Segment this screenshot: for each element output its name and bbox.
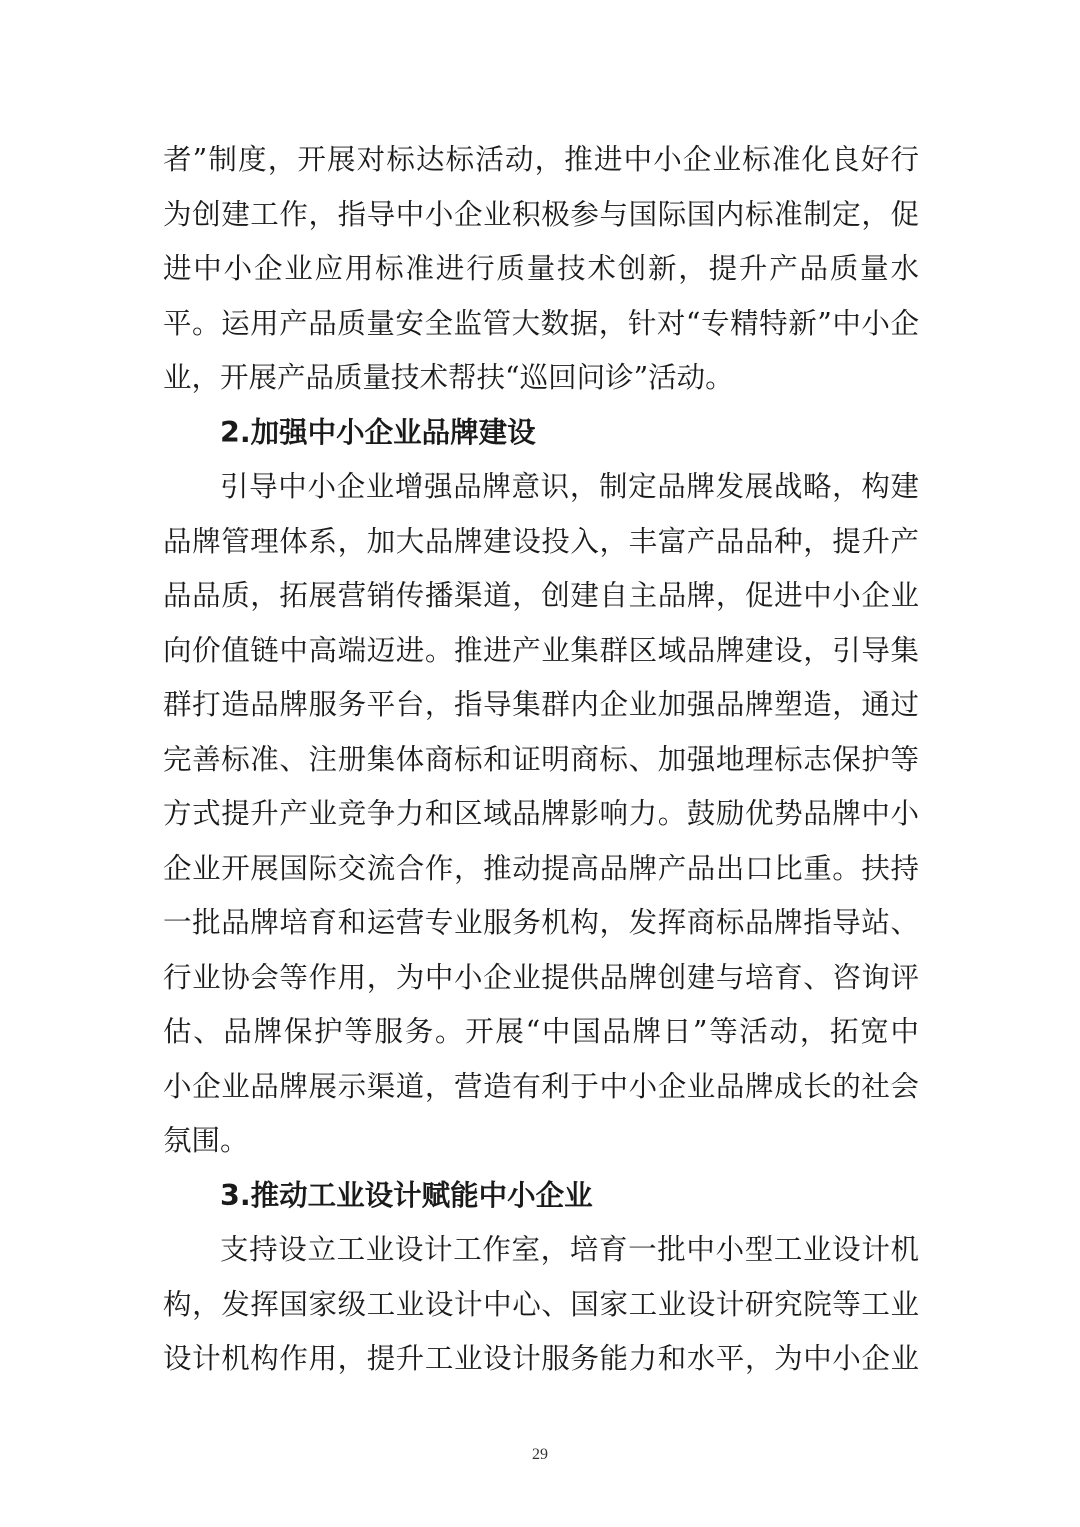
body-line: 方式提升产业竞争力和区域品牌影响力。鼓励优势品牌中小 bbox=[163, 797, 919, 830]
body-line: 者”制度，开展对标达标活动，推进中小企业标准化良好行 bbox=[163, 143, 919, 176]
body-line: 品牌管理体系，加大品牌建设投入，丰富产品品种，提升产 bbox=[163, 524, 919, 558]
body-line: 品品质，拓展营销传播渠道，创建自主品牌，促进中小企业 bbox=[163, 579, 919, 612]
section-heading: 3.推动工业设计赋能中小企业 bbox=[220, 1178, 593, 1212]
body-line: 估、品牌保护等服务。开展“中国品牌日”等活动，拓宽中 bbox=[163, 1015, 919, 1048]
paragraph-first-line: 引导中小企业增强品牌意识，制定品牌发展战略，构建 bbox=[220, 470, 919, 503]
body-line: 业，开展产品质量技术帮扶“巡回问诊”活动。 bbox=[163, 361, 734, 394]
body-line: 一批品牌培育和运营专业服务机构，发挥商标品牌指导站、 bbox=[163, 906, 919, 939]
body-line: 小企业品牌展示渠道，营造有利于中小企业品牌成长的社会 bbox=[163, 1069, 919, 1103]
body-line: 行业协会等作用，为中小企业提供品牌创建与培育、咨询评 bbox=[163, 960, 919, 994]
body-line: 设计机构作用，提升工业设计服务能力和水平，为中小企业 bbox=[163, 1342, 919, 1375]
body-line: 为创建工作，指导中小企业积极参与国际国内标准制定，促 bbox=[163, 197, 919, 231]
body-line: 氛围。 bbox=[163, 1124, 249, 1157]
body-line: 完善标准、注册集体商标和证明商标、加强地理标志保护等 bbox=[163, 742, 919, 776]
body-line: 平。运用产品质量安全监管大数据，针对“专精特新”中小企 bbox=[163, 306, 919, 340]
body-line: 进中小企业应用标准进行质量技术创新，提升产品质量水 bbox=[163, 252, 919, 285]
paragraph-first-line: 支持设立工业设计工作室，培育一批中小型工业设计机 bbox=[220, 1233, 919, 1266]
page-number: 29 bbox=[532, 1446, 548, 1463]
section-heading: 2.加强中小企业品牌建设 bbox=[220, 415, 536, 449]
page-body bbox=[163, 133, 919, 1387]
body-line: 向价值链中高端迈进。推进产业集群区域品牌建设，引导集 bbox=[163, 633, 919, 667]
body-line: 群打造品牌服务平台，指导集群内企业加强品牌塑造，通过 bbox=[163, 688, 919, 721]
body-line: 企业开展国际交流合作，推动提高品牌产品出口比重。扶持 bbox=[163, 851, 919, 885]
body-line: 构，发挥国家级工业设计中心、国家工业设计研究院等工业 bbox=[163, 1287, 919, 1321]
